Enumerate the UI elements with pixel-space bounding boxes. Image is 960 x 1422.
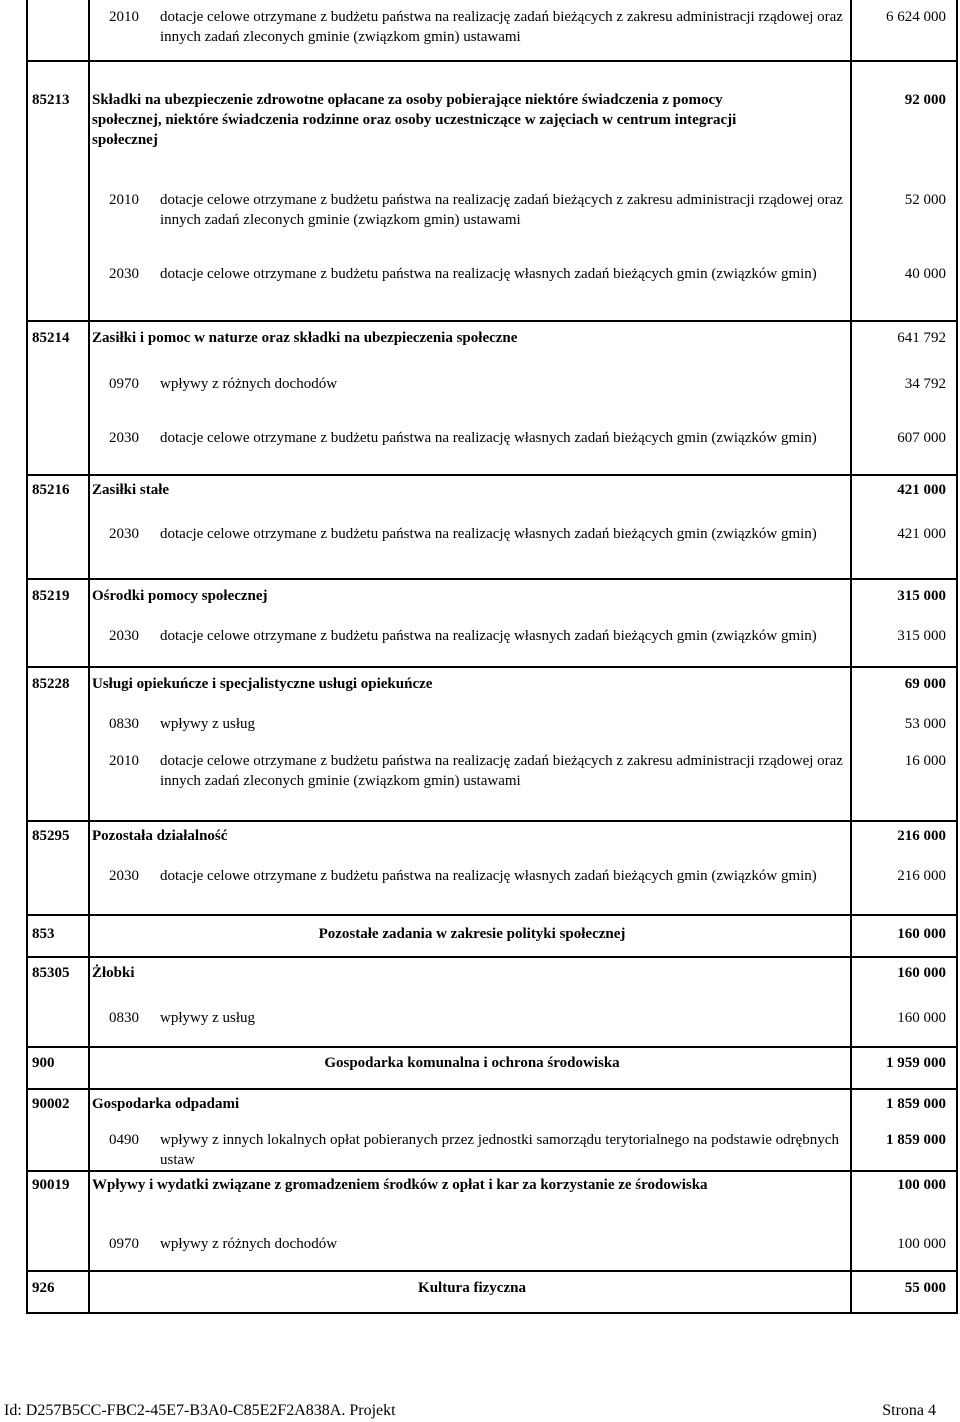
section-description: Usługi opiekuńcze i specjalistyczne usługi opiekuńcze xyxy=(92,676,433,692)
subcode: 0490 xyxy=(109,1132,139,1148)
section-amount: 216 000 xyxy=(897,828,946,844)
section-description: Zasiłki stałe xyxy=(92,482,170,498)
row-amount: 6 624 000 xyxy=(886,9,946,25)
row-description: dotacje celowe otrzymane z budżetu państwa na realizację własnych zadań bieżących gmin (związków gmin) xyxy=(160,526,817,542)
row-description: wpływy z usług xyxy=(160,716,255,732)
section-description: Pozostała działalność xyxy=(92,828,228,844)
subcode: 2030 xyxy=(109,430,139,446)
chapter-code: 900 xyxy=(32,1055,55,1071)
section-code: 90002 xyxy=(32,1096,70,1112)
section-amount: 69 000 xyxy=(904,676,946,692)
row-separator xyxy=(26,1046,958,1048)
row-description: dotacje celowe otrzymane z budżetu państwa na realizację zadań bieżących z zakresu administracji rządowej oraz innych zadań zleconych gminie (związkom gmin) ustawami xyxy=(160,192,843,228)
row-description: dotacje celowe otrzymane z budżetu państwa na realizację zadań bieżących z zakresu administracji rządowej oraz innych zadań zleconych gminie (związkom gmin) ustawami xyxy=(160,9,843,45)
table-border-left xyxy=(26,0,28,1313)
chapter-amount: 55 000 xyxy=(904,1280,946,1296)
page-number: Strona 4 xyxy=(882,1402,936,1419)
row-amount: 421 000 xyxy=(897,526,946,542)
row-description: dotacje celowe otrzymane z budżetu państwa na realizację własnych zadań bieżących gmin (związków gmin) xyxy=(160,868,817,884)
row-separator xyxy=(26,666,958,668)
row-amount: 607 000 xyxy=(897,430,946,446)
table-border-code xyxy=(88,0,90,1313)
row-amount: 53 000 xyxy=(904,716,946,732)
chapter-code: 853 xyxy=(32,926,55,942)
row-description: dotacje celowe otrzymane z budżetu państwa na realizację własnych zadań bieżących gmin (związków gmin) xyxy=(160,628,817,644)
row-separator xyxy=(26,320,958,322)
subcode: 2010 xyxy=(109,9,139,25)
row-amount: 34 792 xyxy=(904,376,946,392)
section-amount: 1 859 000 xyxy=(886,1096,946,1112)
row-separator xyxy=(26,1088,958,1090)
chapter-name: Kultura fizyczna xyxy=(418,1280,526,1296)
section-code: 85228 xyxy=(32,676,70,692)
row-amount: 160 000 xyxy=(897,1010,946,1026)
section-amount: 160 000 xyxy=(897,965,946,981)
row-description: wpływy z różnych dochodów xyxy=(160,376,338,392)
section-amount: 421 000 xyxy=(897,482,946,498)
section-amount: 100 000 xyxy=(897,1177,946,1193)
row-separator xyxy=(26,956,958,958)
row-separator xyxy=(26,474,958,476)
section-amount: 641 792 xyxy=(897,330,946,346)
section-code: 90019 xyxy=(32,1177,70,1193)
section-description: Żłobki xyxy=(92,965,135,981)
section-description: Składki na ubezpieczenie zdrowotne opłacane za osoby pobierające niektóre świadczenia z pomocy społecznej, niektóre świadczenia rodzinne oraz osoby uczestniczące w zajęciach w centrum integracji społecznej xyxy=(92,92,737,148)
row-separator xyxy=(26,914,958,916)
subcode: 0830 xyxy=(109,1010,139,1026)
row-separator xyxy=(26,60,958,62)
subcode: 0970 xyxy=(109,376,139,392)
row-separator xyxy=(26,820,958,822)
row-amount: 16 000 xyxy=(904,753,946,769)
row-separator xyxy=(26,1170,958,1172)
row-amount: 100 000 xyxy=(897,1236,946,1252)
subcode: 2010 xyxy=(109,192,139,208)
section-description: Wpływy i wydatki związane z gromadzeniem środków z opłat i kar za korzystanie ze środowiska xyxy=(92,1177,708,1193)
section-description: Gospodarka odpadami xyxy=(92,1096,240,1112)
chapter-amount: 1 959 000 xyxy=(886,1055,946,1071)
subcode: 2010 xyxy=(109,753,139,769)
section-amount: 92 000 xyxy=(904,92,946,108)
subcode: 2030 xyxy=(109,628,139,644)
row-amount: 1 859 000 xyxy=(886,1132,946,1148)
row-description: dotacje celowe otrzymane z budżetu państwa na realizację własnych zadań bieżących gmin (związków gmin) xyxy=(160,266,817,282)
section-code: 85214 xyxy=(32,330,70,346)
row-description: wpływy z innych lokalnych opłat pobieranych przez jednostki samorządu terytorialnego na podstawie odrębnych ustaw xyxy=(160,1132,839,1168)
section-code: 85219 xyxy=(32,588,70,604)
chapter-amount: 160 000 xyxy=(897,926,946,942)
chapter-name: Pozostałe zadania w zakresie polityki społecznej xyxy=(318,926,626,942)
row-amount: 315 000 xyxy=(897,628,946,644)
row-separator xyxy=(26,578,958,580)
section-code: 85295 xyxy=(32,828,70,844)
subcode: 2030 xyxy=(109,868,139,884)
subcode: 2030 xyxy=(109,526,139,542)
section-code: 85216 xyxy=(32,482,70,498)
chapter-name: Gospodarka komunalna i ochrona środowiska xyxy=(324,1055,620,1071)
section-description: Zasiłki i pomoc w naturze oraz składki na ubezpieczenia społeczne xyxy=(92,330,518,346)
chapter-code: 926 xyxy=(32,1280,55,1296)
subcode: 2030 xyxy=(109,266,139,282)
section-amount: 315 000 xyxy=(897,588,946,604)
table-border-right xyxy=(956,0,958,1313)
section-description: Ośrodki pomocy społecznej xyxy=(92,588,268,604)
section-code: 85213 xyxy=(32,92,70,108)
subcode: 0970 xyxy=(109,1236,139,1252)
row-description: wpływy z różnych dochodów xyxy=(160,1236,338,1252)
row-amount: 40 000 xyxy=(904,266,946,282)
document-id: Id: D257B5CC-FBC2-45E7-B3A0-C85E2F2A838A. Projekt xyxy=(4,1402,396,1419)
subcode: 0830 xyxy=(109,716,139,732)
row-description: dotacje celowe otrzymane z budżetu państwa na realizację zadań bieżących z zakresu administracji rządowej oraz innych zadań zleconych gminie (związkom gmin) ustawami xyxy=(160,753,843,789)
row-separator xyxy=(26,1270,958,1272)
row-amount: 216 000 xyxy=(897,868,946,884)
section-code: 85305 xyxy=(32,965,70,981)
row-amount: 52 000 xyxy=(904,192,946,208)
table-border-bottom xyxy=(26,1312,958,1314)
row-description: dotacje celowe otrzymane z budżetu państwa na realizację własnych zadań bieżących gmin (związków gmin) xyxy=(160,430,817,446)
row-description: wpływy z usług xyxy=(160,1010,255,1026)
